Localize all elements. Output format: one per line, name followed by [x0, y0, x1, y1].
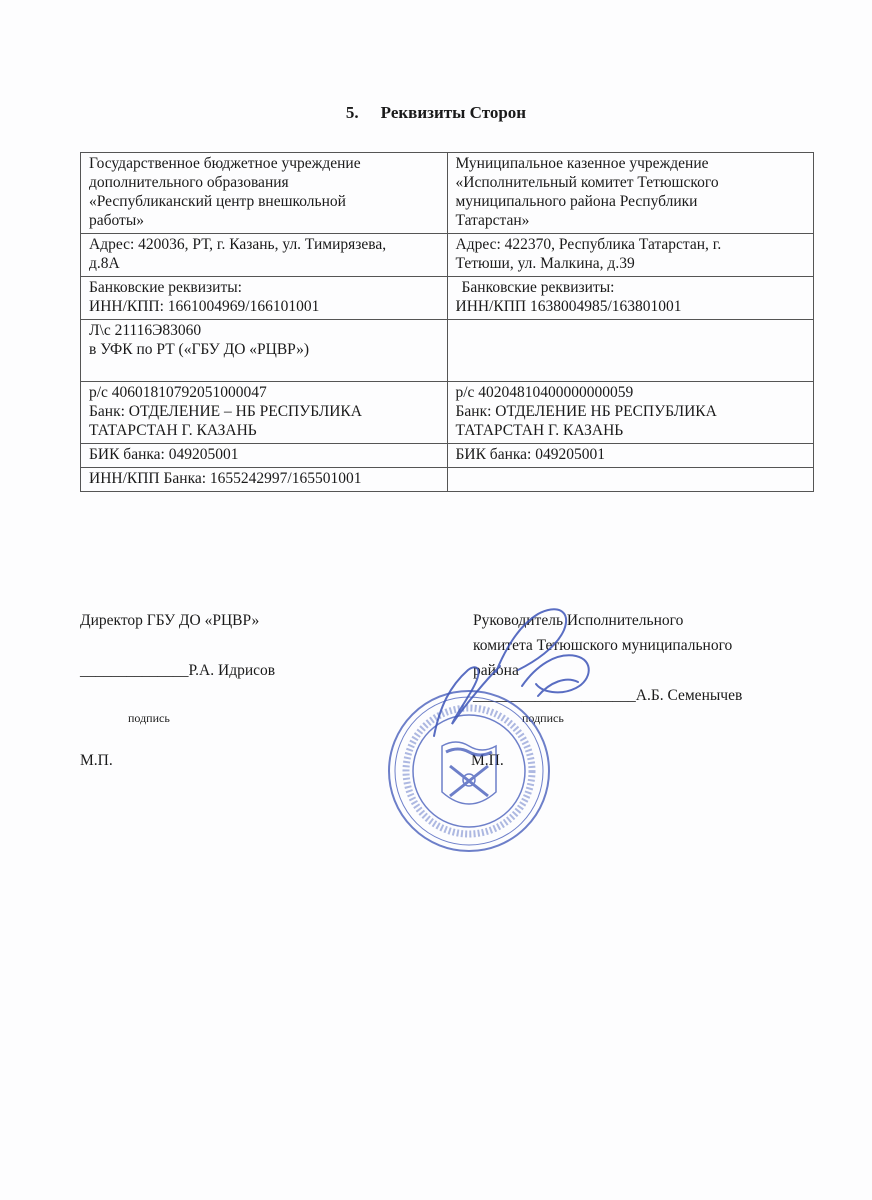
- cell-line: «Исполнительный комитет Тетюшского: [455, 174, 719, 191]
- cell-line: Л\с 21116Э83060: [89, 322, 202, 339]
- address-right-cell: [447, 234, 814, 277]
- address-left-cell: [81, 234, 448, 277]
- cell-line: ИНН/КПП: 1661004969/166101001: [89, 298, 320, 315]
- table-row: [81, 468, 814, 492]
- cell-line: Адрес: 422370, Республика Татарстан, г.: [455, 236, 722, 253]
- right-signatory-title-2: комитета Тетюшского муниципального: [473, 637, 733, 654]
- table-row: [81, 277, 814, 320]
- table-row: [81, 444, 814, 468]
- table-row: [81, 153, 814, 234]
- bank-inn-left-cell: [81, 468, 448, 492]
- bik-right-cell: [447, 444, 814, 468]
- handwritten-signature-icon: [426, 596, 606, 746]
- section-title: [0, 103, 872, 123]
- section-number: 5.: [345, 103, 359, 122]
- right-signatory-title-1: Руководитель Исполнительного: [473, 612, 684, 629]
- cell-line: Адрес: 420036, РТ, г. Казань, ул. Тимирязева,: [89, 236, 387, 253]
- cell-line: ТАТАРСТАН Г. КАЗАНЬ: [455, 422, 624, 439]
- settlement-right-cell: [447, 382, 814, 444]
- cell-line: Банк: ОТДЕЛЕНИЕ – НБ РЕСПУБЛИКА: [89, 403, 362, 420]
- cell-line: муниципального района Республики: [455, 193, 698, 210]
- left-signature-line: ______________Р.А. Идрисов: [80, 662, 276, 679]
- cell-line: Муниципальное казенное учреждение: [455, 155, 709, 172]
- table-row: [81, 234, 814, 277]
- cell-line: Государственное бюджетное учреждение: [89, 155, 361, 172]
- bik-left-cell: [81, 444, 448, 468]
- party-left-name-cell: [81, 153, 448, 234]
- cell-line: БИК банка: 049205001: [455, 446, 605, 463]
- right-signatory-title-3: района: [473, 662, 519, 679]
- cell-line: ИНН/КПП 1638004985/163801001: [455, 298, 682, 315]
- cell-line: Тетюши, ул. Малкина, д.39: [455, 255, 635, 272]
- cell-line: д.8А: [89, 255, 120, 272]
- cell-line: р/с 40204810400000000059: [455, 384, 634, 401]
- bank-details-left-cell: [81, 277, 448, 320]
- cell-line: ТАТАРСТАН Г. КАЗАНЬ: [89, 422, 257, 439]
- cell-line: БИК банка: 049205001: [89, 446, 239, 463]
- cell-line: Банк: ОТДЕЛЕНИЕ НБ РЕСПУБЛИКА: [455, 403, 717, 420]
- table-row: [81, 382, 814, 444]
- section-heading: Реквизиты Сторон: [380, 103, 527, 122]
- bank-inn-right-cell-empty: [447, 468, 814, 492]
- right-signature-line: _____________________А.Б. Семенычев: [473, 687, 743, 704]
- cell-line: ИНН/КПП Банка: 1655242997/165501001: [89, 470, 362, 487]
- left-signature-caption: подпись: [128, 711, 170, 725]
- right-signature-caption: подпись: [522, 711, 564, 725]
- cell-line: Банковские реквизиты:: [89, 279, 242, 296]
- account-right-cell-empty: [447, 320, 814, 382]
- account-left-cell: [81, 320, 448, 382]
- left-stamp-place: М.П.: [80, 752, 113, 769]
- party-right-name-cell: [447, 153, 814, 234]
- cell-line: Банковские реквизиты:: [461, 279, 615, 296]
- cell-line: работы»: [89, 212, 144, 229]
- bank-details-right-cell: [447, 277, 814, 320]
- cell-line: р/с 40601810792051000047: [89, 384, 267, 401]
- cell-line: Татарстан»: [455, 212, 530, 229]
- left-signatory-title: Директор ГБУ ДО «РЦВР»: [80, 612, 260, 629]
- settlement-left-cell: [81, 382, 448, 444]
- right-stamp-place: М.П.: [471, 752, 504, 769]
- cell-line: дополнительного образования: [89, 174, 289, 191]
- cell-line: в УФК по РТ («ГБУ ДО «РЦВР»): [89, 341, 310, 358]
- requisites-table: [80, 152, 814, 492]
- cell-line: «Республиканский центр внешкольной: [89, 193, 346, 210]
- table-row: [81, 320, 814, 382]
